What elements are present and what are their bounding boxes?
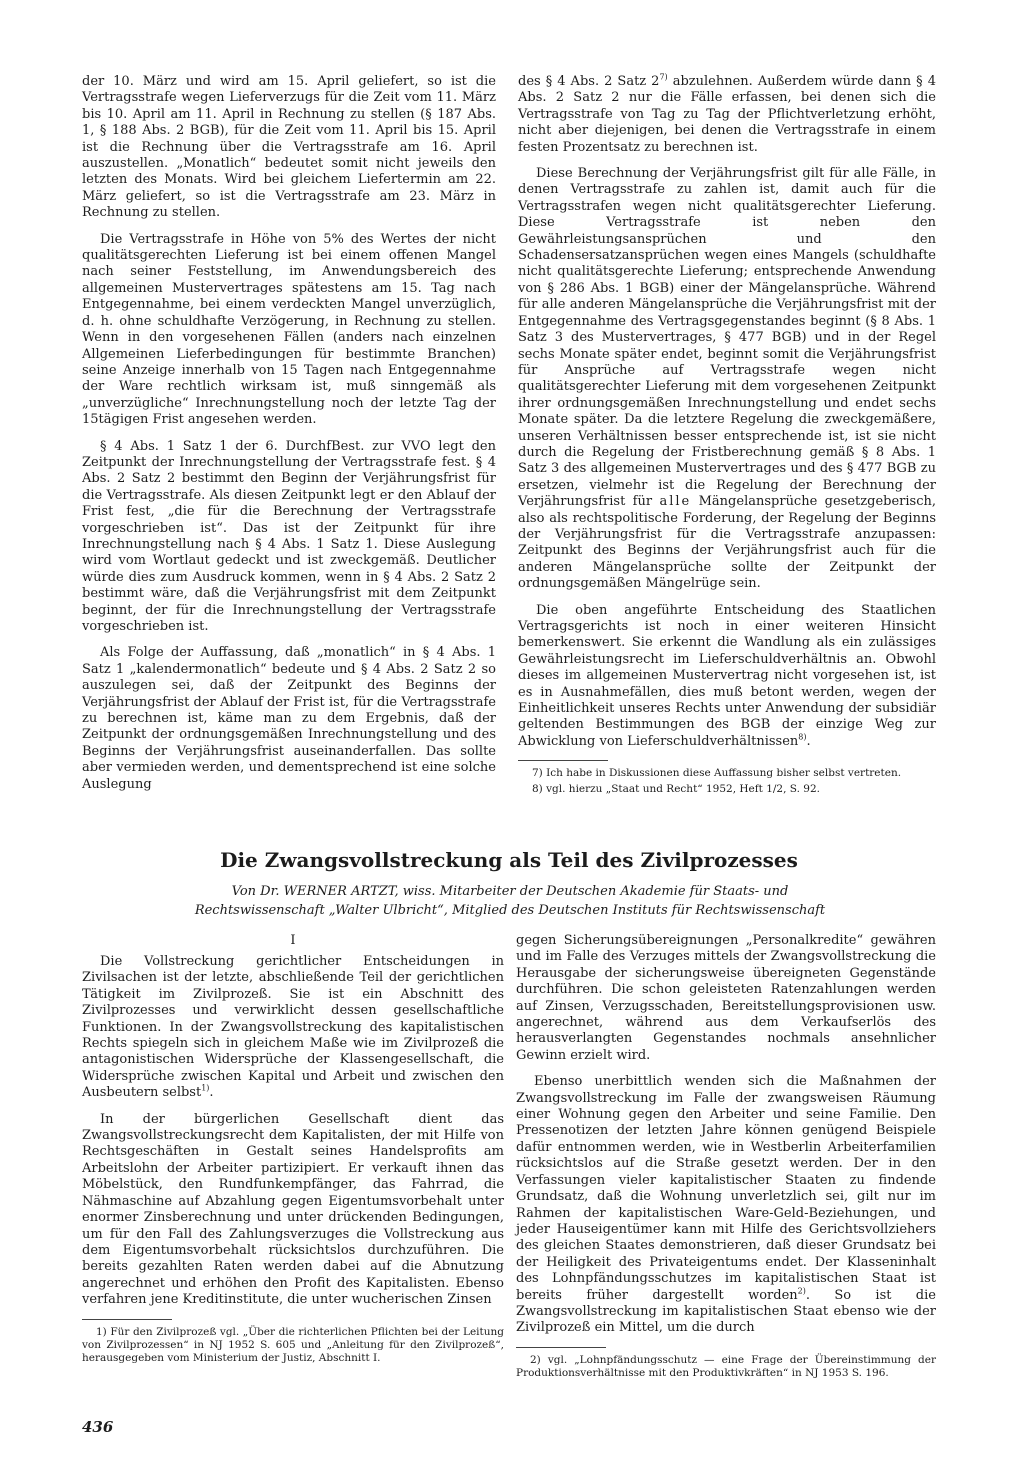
paragraph [518,74,936,156]
footnote: 8) vgl. hierzu „Staat und Recht“ 1952, Heft 1/2, S. 92. [532,783,820,796]
paragraph: gegen Sicherungsübereignungen „Personalkredite“ gewähren und im Falle des Verzuges mittels der Zwangsvollstreckung die Herausgabe der sicherungsweise übereigneten Gegenstände durchführen. Die schon geleisteten Ratenzahlungen werden auf Zinsen, Verzugsschaden, Bereitstellungsprovisionen usw. angerechnet, während aus dem Verkaufserlös des herausverlangten Gegenstandes nochmals ansehnlicher Gewinn erzielt wird. [516,933,936,1063]
text-run: Die Vollstreckung gerichtlicher Entscheidungen in Zivilsachen ist der letzte, abschließende Teil der gerichtlichen Tätigkeit im Zivilprozeß. Sie ist ein Abschnitt des Zivilprozesses und verwirklicht dessen gesellschaftliche Funktionen. In der Zwangsvollstreckung des kapitalistischen Rechts spiegeln sich in gleichem Maße wie im Zivilprozeß die antagonistischen Widersprüche der Klassengesellschaft, die Widersprüche zwischen Kapital und Arbeit und zwischen den Ausbeutern selbst [82,954,504,1101]
paragraph: der 10. März und wird am 15. April geliefert, so ist die Vertragsstrafe wegen Lieferverzugs für die Zeit vom 11. März bis 10. April am 11. April in Rechnung zu stellen (§ 187 Abs. 1, § 188 Abs. 2 BGB), für die Zeit vom 11. April bis 15. April ist die Rechnung über die Vertragsstrafe am 16. April auszustellen. „Monatlich“ bedeutet somit nicht jeweils den letzten des Monats. Wird bei gleichem Liefertermin am 22. März geliefert, so ist die Vertragsstrafe am 23. März in Rechnung zu stellen. [82,74,496,221]
paragraph: Als Folge der Auffassung, daß „monatlich“ in § 4 Abs. 1 Satz 1 „kalendermonatlich“ bedeute und § 4 Abs. 2 Satz 2 so auszulegen sei, daß der Zeitpunkt des Beginns der Verjährungsfrist der Ablauf der Frist ist, für die Vertragsstrafe zu berechnen ist, käme man zu dem Ergebnis, daß der Zeitpunkt der ordnungsgemäßen Inrechnungstellung und des Beginns der Verjährungsfrist auseinanderfallen. Das sollte aber vermieden werden, und dementsprechend ist eine solche Auslegung [82,645,496,792]
footnote-ref: 2) [797,1286,806,1296]
article-title: Die Zwangsvollstreckung als Teil des Zivilprozesses [220,848,798,872]
text-run: . So ist die Zwangsvollstreckung im kapitalistischen Staat ebenso wie der Zivilprozeß ein Mittel, um die durch [516,1287,936,1336]
footnote-divider [518,760,608,761]
text-run: Ebenso unerbittlich wenden sich die Maßnahmen der Zwangsvollstreckung im Falle der zwangsweisen Räumung einer Wohnung gegen den Arbeiter und seine Familie. Den Pressenotizen der letzten Jahre können genügend Beispiele dafür entnommen werden, wie in Westberlin Arbeiterfamilien rücksichtslos auf die Straße gesetzt werden. Der in den Verfassungen vieler kapitalistischer Staaten zu findende Grundsatz, daß die Wohnung unverletzlich sei, gilt nur im Rahmen der kapitalistischen Ware-Geld-Beziehungen, und jeder Hauseigentümer kann mit Hilfe des Gerichtsvollziehers des gleichen Staates demonstrieren, daß dieser Grundsatz bei der Heiligkeit des Privateigentums endet. Der Klasseninhalt des Lohnpfändungsschutzes im kapitalistischen Staat ist bereits früher dargestellt worden [516,1074,936,1303]
paragraph: In der bürgerlichen Gesellschaft dient das Zwangsvollstreckungsrecht dem Kapitalisten, der mit Hilfe von Rechtsgeschäften in Gestalt seines Handelsprofits am Arbeitslohn der Arbeiter partizipiert. Er verkauft ihnen das Möbelstück, den Rundfunkempfänger, das Fahrrad, die Nähmaschine auf Abzahlung gegen Eigentumsvorbehalt unter enormer Zinsberechnung und unter drückenden Bedingungen, um für den Fall des Zahlungsverzuges die Vollstreckung aus dem Eigentumsvorbehalt rücksichtslos durchzuführen. Die bereits gezahlten Raten werden dabei auf die Abnutzung angerechnet und erhöhen den Profit des Kapitalisten. Ebenso verfahren jene Kreditinstitute, die unter wucherischen Zinsen [82,1111,504,1308]
paragraph [516,1074,936,1337]
paragraph: § 4 Abs. 1 Satz 1 der 6. DurchfBest. zur VVO legt den Zeitpunkt der Inrechnungstellung der Vertragsstrafe fest. § 4 Abs. 2 Satz 2 bestimmt den Beginn der Verjährungsfrist für die Vertragsstrafe. Als diesen Zeitpunkt legt er den Ablauf der Frist fest, „die für die Berechnung der Vertragsstrafe vorgeschrieben ist“. Das ist der Zeitpunkt für ihre Inrechnungstellung nach § 4 Abs. 1 Satz 1. Diese Auslegung wird vom Wortlaut gedeckt und ist zweckgemäß. Deutlicher würde dies zum Ausdruck kommen, wenn in § 4 Abs. 2 Satz 2 bestimmt wäre, daß die Verjährungsfrist mit dem Zeitpunkt beginnt, der für die Inrechnungstellung der Vertragsstrafe vorgeschrieben ist. [82,438,496,634]
footnote-ref: 1) [201,1083,210,1093]
text-run: Mängelansprüche gesetzgeberisch, also als rechtspolitische Forderung, der Regelung der Beginns der Verjährungsfrist für die Vertragsstrafe anzupassen: Zeitpunkt des Beginns der Verjährungsfrist auch für die anderen Mängelansprüche sollte der Zeitpunkt der ordnungsgemäßen Mängelrüge sein. [518,494,936,592]
paragraph [518,166,936,593]
byline-line: Von Dr. WERNER ARTZT, wiss. Mitarbeiter der Deutschen Akademie für Staats- und [231,884,789,899]
footnote: 2) vgl. „Lohnpfändungsschutz — eine Frage der Übereinstimmung der Produktionsverhältnisse mit den Produktivkräften“ in NJ 1953 S. 196. [516,1353,936,1379]
column-bottom-left [82,933,504,1368]
byline-line: Rechtswissenschaft „Walter Ulbricht“, Mitglied des Deutschen Instituts für Rechtswissenschaft [194,903,826,918]
footnote: 7) Ich habe in Diskussionen diese Auffassung bisher selbst vertreten. [532,767,902,780]
text-run: . [806,733,811,749]
paragraph: Die Vertragsstrafe in Höhe von 5% des Wertes der nicht qualitätsgerechten Lieferung ist bei einem offenen Mangel nach seiner Feststellung, im Anwendungsbereich des allgemeinen Mustervertrages spätestens am 15. Tag nach Entgegennahme, bei einem verdeckten Mangel unverzüglich, d. h. ohne schuldhafte Verzögerung, in Rechnung zu stellen. Wenn in den vorgesehenen Fällen (anders nach einzelnen Allgemeinen Lieferbedingungen für bestimmte Branchen) seine Anzeige innerhalb von 15 Tagen nach Entgegennahme der Ware rechtlich wirksam ist, muß sinngemäß als „unverzügliche“ Inrechnungstellung noch der letzte Tag der 15tägigen Frist angesehen werden. [82,231,496,428]
text-run: Die oben angeführte Entscheidung des Staatlichen Vertragsgerichts ist noch in einer weiteren Hinsicht bemerkenswert. Sie erkennt die Wandlung als ein zulässiges Gewährleistungsrecht im Lieferschuldverhältnis an. Obwohl dieses im allgemeinen Mustervertrag nicht vorgesehen ist, ist es in Ausnahmefällen, dies muß betont werden, wegen der Einheitlichkeit unseres Rechts unter Anwendung der subsidiär geltenden Bestimmungen des BGB der einzige Weg zur Abwicklung von Lieferschuldverhältnissen [518,602,936,749]
footnote: 1) Für den Zivilprozeß vgl. „Über die richterlichen Pflichten bei der Leitung von Zivilprozessen“ in NJ 1952 S. 605 und „Anleitung für den Zivilprozeß“, herausgegeben vom Ministerium der Justiz, Abschnitt I. [82,1325,504,1364]
text-run: Diese Berechnung der Verjährungsfrist gilt für alle Fälle, in denen Vertragsstrafe zu zahlen ist, damit auch für die Vertragsstrafen wegen nicht qualitätsgerechter Lieferung. Diese Vertragsstrafe ist neben den Gewährleistungsansprüchen und den Schadensersatzansprüchen wegen eines Mangels (schuldhafte nicht qualitätsgerechte Lieferung; entsprechende Anwendung von § 286 Abs. 1 BGB) einer der Mängelansprüche. Während für alle anderen Mängelansprüche die Verjährungsfrist mit der Entgegennahme des Vertragsgegenstandes beginnt (§ 8 Abs. 1 Satz 3 des Mustervertrages, § 477 BGB) und in der Regel sechs Monate später endet, beginnt somit die Verjährungsfrist für Ansprüche auf Vertragsstrafe wegen nicht qualitätsgerechter Lieferung mit dem vorgesehenen Zeitpunkt ihrer ordnungsgemäßen Inrechnungstellung und endet sechs Monate später. Da die letztere Regelung die zweckgemäßere, unseren Verhältnissen besser entsprechende ist, ist sie nicht durch die Regelung der Fristberechnung gemäß § 8 Abs. 1 Satz 3 des allgemeinen Mustervertrages und des § 477 BGB zu ersetzen, vielmehr ist die Regelung der Berechnung der Verjährungsfrist für [518,166,936,510]
text-run: des § 4 Abs. 2 Satz 2 [518,74,660,89]
footnote-divider [516,1347,606,1348]
text-run: abzulehnen. Außerdem würde dann § 4 Abs. 2 Satz 2 nur die Fälle erfassen, bei denen sich die Vertragsstrafe von Tag zu Tag der Pflichtverletzung erhöht, nicht aber diejenigen, bei denen die Vertragsstrafe in einem festen Prozentsatz zu berechnen ist. [518,74,936,155]
footnote-divider [82,1319,172,1320]
byline [110,882,910,920]
spaced-text: alle [659,494,692,510]
paragraph [82,954,504,1102]
column-bottom-right [516,933,936,1383]
column-top-right [518,74,936,799]
footnote-ref: 8) [798,732,807,742]
column-top-left [82,74,496,803]
text-run: . [209,1085,214,1101]
paragraph [518,603,936,751]
footnote-ref: 7) [659,72,668,82]
section-numeral: I [290,933,296,948]
page-number: 436 [82,1418,114,1436]
